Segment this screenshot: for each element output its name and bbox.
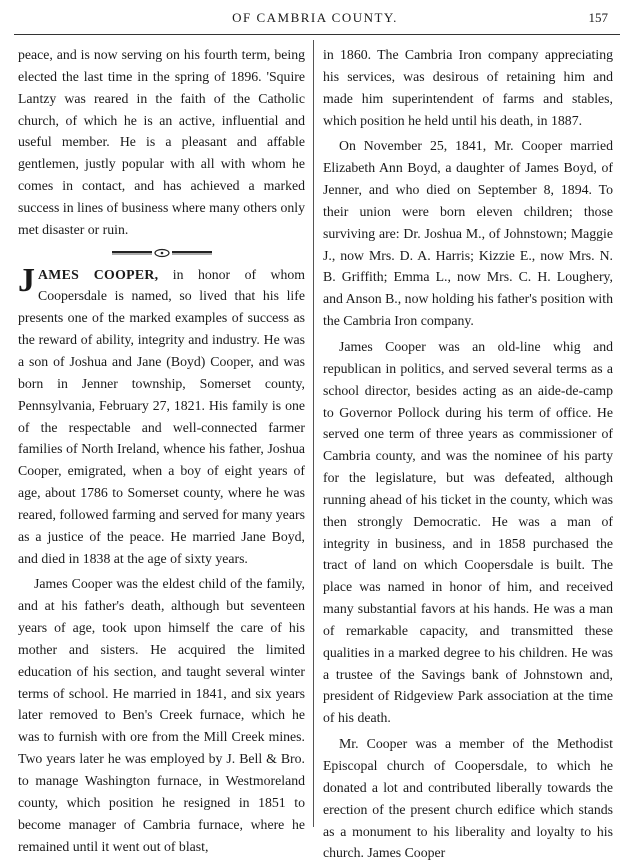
paragraph-cooper-intro-text: in honor of whom Coopersdale is named, so lived that his life presents one of the marked examples of success as the reward of ability, integrity and industry. He was a son of Joshua and Jane (Boyd) Cooper, and was born in Jenner township, Somerset county, Pennsylvania, February 27, 1821. His family is one of the respectable and well-connected farmer families of North Ireland, whence his father, Joshua Cooper, emigrated, when a boy of eight years of age, about 1786 to Somerset county, where he was reared, followed farming and served for many years as a justice of the peace. He married Jane Boyd, and died in 1838 at the age of sixty years. [18,266,306,566]
drop-cap-letter: J [18,261,35,299]
paragraph-cooper-intro [18,261,306,570]
page-number: 157 [588,10,608,25]
paragraph-marriage: On November 25, 1841, Mr. Cooper married Elizabeth Ann Boyd, a daughter of James Boyd, of Jenner, and who died on September 8, 1894. To their union were born eleven children; those surviving are: Dr. Joshua M., of Johnstown; Maggie J., now Mrs. D. A. Harris; Kizzie E., now Mrs. N. B. Griffith; Emma L., now Mrs. C. H. Loughery, and Anson B., now holding his father's position with the Cambria Iron company. [323,138,613,329]
paragraph-cooper-early-life: James Cooper was the eldest child of the family, and at his father's death, although but seventeen years of age, took upon himself the care of his mother and sisters. He acquired the limited education of his section, and taught several winter terms of school. He married in 1841, and six years later removed to Ben's Creek furnace, which he was to furnish with ore from the Mill Creek mines. Two years later he was employed by J. Bell & Bro. to manage Washington furnace, in Westmoreland county, which position he resigned in 1851 to become manager of Cambria furnace, where he remained until it went out of blast, [18,576,305,854]
paragraph-church: Mr. Cooper was a member of the Methodist Episcopal church of Coopersdale, to which he donated a lot and contributed liberally towards the erection of the present church edifice which stands as a monument to his liberality and loyalty to his church. James Cooper [323,736,613,861]
page-header [0,0,630,38]
biography-name: AMES COOPER, [38,266,159,282]
paragraph-politics: James Cooper was an old-line whig and republican in politics, and served several terms as a school director, besides acting as an aide-de-camp to Governor Pollock during his term of office. He served one term of three years as commissioner of Cambria county, and was the nominee of his party for the legislature, but was defeated, although running ahead of his ticket in the county, which was then strongly Democratic. He was a man of integrity in business, and in 1858 purchased the tract of land on which Coopersdale is built. The place was named in honor of him, and received many substantial favors at his hands. He was a man of remarkable capacity, and transmitted these qualities in a marked degree to his children. He was a trustee of the Savings bank of Johnstown and, president of Ridgeview Park association at the time of his death. [323,338,613,726]
column-divider [313,40,314,827]
header-rule [14,34,620,35]
right-column [323,44,613,861]
section-divider-ornament [112,247,212,259]
paragraph-lantzy-end: peace, and is now serving on his fourth term, being elected the last time in the spring of 1896. 'Squire Lantzy was reared in the faith of the Catholic church, of which he is an active, influential and useful member. He is a pleasant and affable gentlemen, justly popular with all with whom he comes in contact, and has achieved a marked success in lines of business where many others only met disaster or ruin. [18,47,305,237]
paragraph-cambria-iron: in 1860. The Cambria Iron company appreciating his services, was desirous of retaining him and made him superintendent of farms and stables, which position he held until his death, in 1887. [323,47,613,128]
running-head: OF CAMBRIA COUNTY. [232,10,398,25]
left-column [18,44,306,854]
